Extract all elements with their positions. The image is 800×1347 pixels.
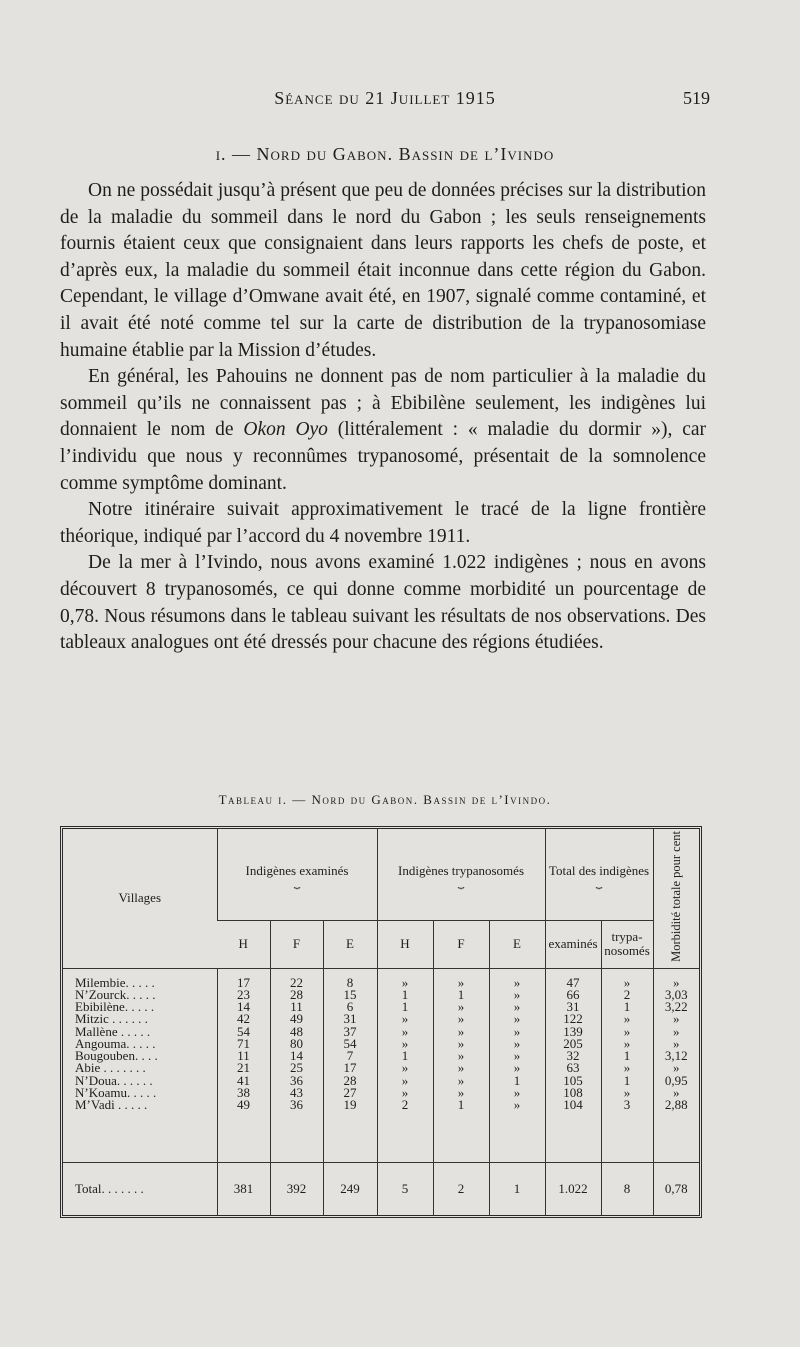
header-total: Total des indigènes ⏟ xyxy=(545,829,653,921)
header-villages: Villages xyxy=(63,829,217,968)
trypanosomed-e-column: » » » » » » » » 1 » » xyxy=(489,968,545,1162)
paragraph-1: On ne possédait jusqu’à présent que peu de données précises sur la distribution de la maladie du sommeil dans le nord du Gabon ; les seuls renseignements fournis étaient ceux que consignaient dans leurs rapports les chefs de poste, et d’après eux, la maladie du sommeil était inconnue dans cette région du Gabon. Cependant, le village d’Omwane avait été, en 1907, signalé comme contaminé, et il avait été noté comme tel sur la carte de distribution de la trypanosomiase humaine établie par la Mission d’études. xyxy=(60,180,706,361)
header-ex-f: F xyxy=(270,921,323,969)
total-tot-tr: 8 xyxy=(601,1163,653,1216)
trypanosomed-h-column: » 1 1 » » » 1 » » » 2 xyxy=(377,968,433,1162)
page-number: 519 xyxy=(683,88,710,108)
header-ex-e: E xyxy=(323,921,377,969)
examined-e-column: 8 15 6 31 37 54 7 17 28 27 19 xyxy=(323,968,377,1162)
table-total-row xyxy=(63,1163,699,1216)
total-tot-ex: 1.022 xyxy=(545,1163,601,1216)
table-body-row xyxy=(63,968,699,1162)
morbidity-column: » 3,03 3,22 » » » 3,12 » 0,95 » 2,88 xyxy=(653,968,699,1162)
section-title: i. — Nord du Gabon. Bassin de l’Ivindo xyxy=(215,144,555,164)
header-total-examined: examinés xyxy=(545,921,601,969)
total-ex-h: 381 xyxy=(217,1163,270,1216)
header-total-trypanosomed: trypanosomés xyxy=(601,921,653,969)
total-tr-f: 2 xyxy=(433,1163,489,1216)
total-examined-column: 47 66 31 122 139 205 32 63 105 108 104 xyxy=(545,968,601,1162)
total-morb: 0,78 xyxy=(653,1163,699,1216)
table-caption: Tableau i. — Nord du Gabon. Bassin de l’Ivindo. xyxy=(218,792,552,807)
header-ex-h: H xyxy=(217,921,270,969)
header-examined: Indigènes examinés ⏟ xyxy=(217,829,377,921)
header-tr-e: E xyxy=(489,921,545,969)
villages-column: Milembie. . . . . N’Zourck. . . . . Ebibilène. . . . . Mitzic . . . . . . Mallène . . . . . Angouma. . . . . Bougouben. . . . Abie . . . . . . . N’Doua. . . . . . N’Koamu. . . . . M’Vadi . . . . . xyxy=(75,974,158,1112)
examined-f-column: 22 28 11 49 48 80 14 25 36 43 36 xyxy=(270,968,323,1162)
header-morbidity: Morbidité totale pour cent xyxy=(653,829,699,968)
running-head: Séance du 21 Juillet 1915 xyxy=(274,88,496,108)
paragraph-2-end: (littéralement : « maladie du dormir »), car l’individu que nous y reconnûmes trypanosomé, présentait de la somnolence comme symptôme dominant. xyxy=(60,419,706,494)
header-tr-h: H xyxy=(377,921,433,969)
data-table-frame xyxy=(60,826,702,1218)
header-trypanosomed: Indigènes trypanosomés ⏟ xyxy=(377,829,545,921)
page-header xyxy=(60,88,710,118)
total-ex-e: 249 xyxy=(323,1163,377,1216)
data-table xyxy=(63,829,699,1215)
examined-h-column: 17 23 14 42 54 71 11 21 41 38 49 xyxy=(217,968,270,1162)
header-row-1 xyxy=(63,829,699,921)
trypanosomed-f-column: » 1 » » » » » » » » 1 xyxy=(433,968,489,1162)
paragraph-3: Notre itinéraire suivait approximativement le tracé de la ligne frontière théorique, indiqué par l’accord du 4 novembre 1911. xyxy=(60,499,706,547)
paragraph-2 xyxy=(60,364,706,497)
total-trypanosomed-column: » 2 1 » » » 1 » 1 » 3 xyxy=(601,968,653,1162)
paragraph-2-italic: Okon Oyo xyxy=(243,419,328,441)
total-tr-e: 1 xyxy=(489,1163,545,1216)
total-ex-f: 392 xyxy=(270,1163,323,1216)
total-label: Total. . . . . . . xyxy=(63,1163,217,1216)
total-tr-h: 5 xyxy=(377,1163,433,1216)
header-tr-f: F xyxy=(433,921,489,969)
body-text xyxy=(60,178,706,657)
paragraph-4: De la mer à l’Ivindo, nous avons examiné 1.022 indigènes ; nous en avons découvert 8 trypanosomés, ce qui donne comme morbidité un pourcentage de 0,78. Nous résumons dans le tableau suivant les résultats de nos observations. Des tableaux analogues ont été dressés pour chacune des régions étudiées. xyxy=(60,552,706,654)
paragraph-2-start: En général, les Pahouins ne donnent pas de nom particulier à la maladie du sommeil qu’ils ne connaissent pas ; à Ebibilène seulement, les indigènes lui donnaient le nom de xyxy=(60,366,706,441)
